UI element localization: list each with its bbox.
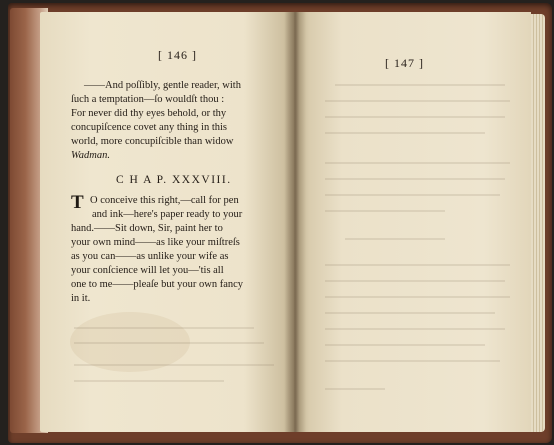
- paragraph-line-italic: Wadman.: [71, 150, 110, 161]
- chapter-line: O conceive this right,—call for pen: [90, 195, 239, 206]
- show-through-line: [325, 312, 495, 314]
- paragraph-line: ——And poſſibly, gentle reader, with: [84, 80, 241, 91]
- chapter-line: and ink—here's paper ready to your: [92, 209, 243, 220]
- chapter-heading: C H A P. XXXVIII.: [116, 174, 232, 186]
- show-through-line: [325, 116, 505, 118]
- right-page-number: [ 147 ]: [385, 56, 424, 70]
- chapter-line: your conſcience will let you—'tis all: [71, 265, 224, 276]
- drop-cap: T: [71, 192, 84, 213]
- show-through-line: [325, 194, 500, 196]
- page-edges: [531, 14, 545, 432]
- chapter-line: hand.——Sit down, Sir, paint her to: [71, 223, 223, 234]
- show-through-line: [74, 364, 274, 366]
- chapter-line: as you can——as unlike your wife as: [71, 251, 229, 262]
- show-through-line: [74, 380, 224, 382]
- show-through-line: [325, 132, 485, 134]
- paragraph-line: concupiſcence covet any thing in this: [71, 122, 227, 133]
- show-through-line: [325, 360, 500, 362]
- show-through-line: [325, 344, 485, 346]
- show-through-line: [74, 327, 254, 329]
- show-through-line: [325, 388, 385, 390]
- show-through-line: [325, 100, 510, 102]
- show-through-line: [325, 264, 510, 266]
- chapter-line: in it.: [71, 293, 91, 304]
- show-through-line: [345, 238, 445, 240]
- show-through-line: [325, 328, 505, 330]
- show-through-line: [325, 280, 505, 282]
- book-gutter: [284, 12, 306, 432]
- paragraph-line: ſuch a temptation—ſo wouldſt thou :: [71, 94, 225, 105]
- show-through-line: [325, 210, 445, 212]
- right-page: [295, 12, 531, 432]
- left-page: [40, 12, 295, 432]
- chapter-line: your own mind——as like your miſtreſs: [71, 237, 240, 248]
- show-through-line: [335, 84, 505, 86]
- show-through-line: [325, 296, 510, 298]
- paragraph-line: world, more concupiſcible than widow: [71, 136, 234, 147]
- paragraph-line: For never did thy eyes behold, or thy: [71, 108, 227, 119]
- left-page-number: [ 146 ]: [158, 48, 197, 62]
- show-through-line: [325, 162, 510, 164]
- chapter-line: one to me——pleaſe but your own fancy: [71, 279, 244, 290]
- show-through-line: [325, 178, 505, 180]
- show-through-line: [74, 342, 264, 344]
